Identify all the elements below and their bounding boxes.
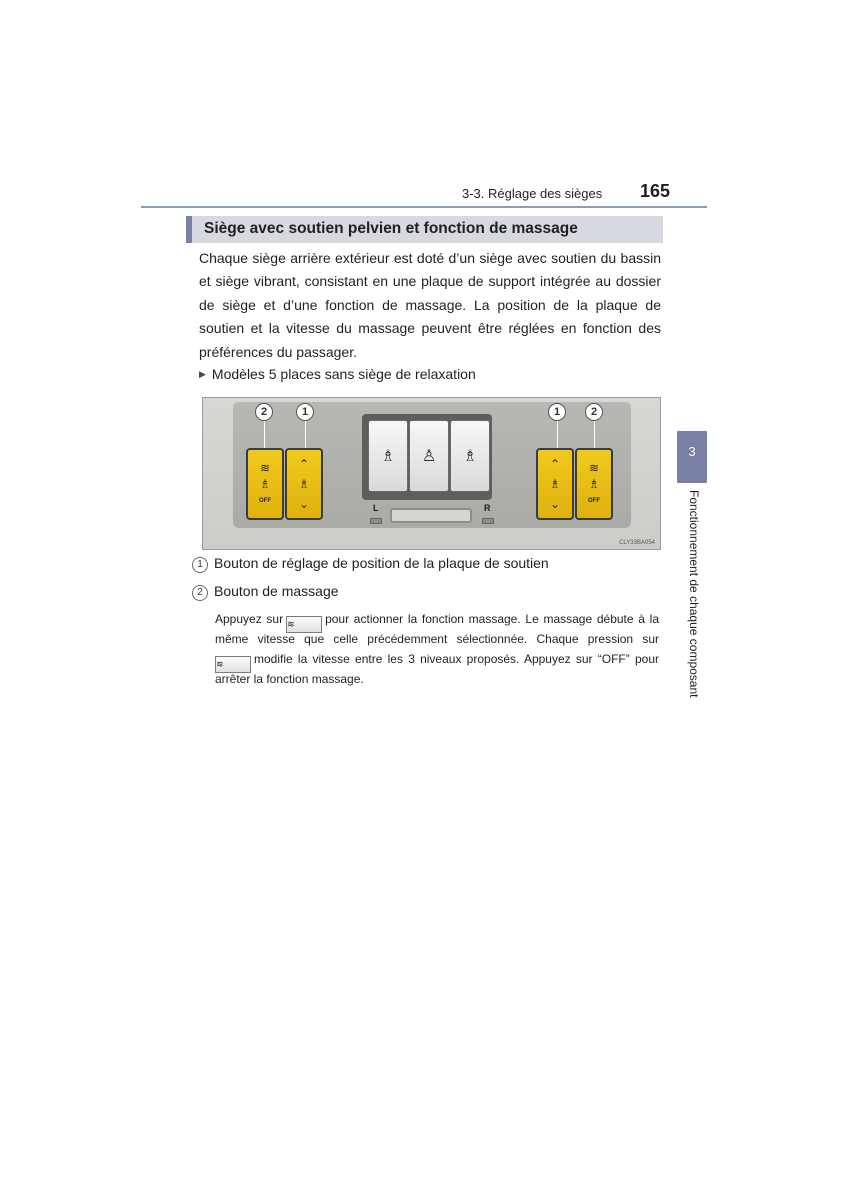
header-section: 3-3. Réglage des sièges	[462, 186, 603, 201]
seat-icon: ♗	[298, 477, 310, 491]
detail-text: pour actionner la fonction massage. Le massage débute à la	[325, 612, 659, 626]
massage-icon: ≋	[259, 461, 271, 475]
model-line-text: Modèles 5 places sans siège de relaxation	[211, 366, 476, 382]
off-label: OFF	[259, 498, 271, 504]
massage-button-left[interactable]	[246, 448, 284, 520]
intro-paragraph: Chaque siège arrière extérieur est doté d’un siège avec soutien du bassin et siège vibrant, consistant en une plaque de support intégrée au dossier de siège et d’une fonction de massage. La position de la plaque de soutien et la vitesse du massage peuvent être réglées en fonction des préférences du passager.	[199, 250, 661, 360]
detail-line-2: même vitesse que celle précédemment sélectionnée. Chaque pression sur	[215, 632, 659, 646]
detail-text: modifie la vitesse entre les 3 niveaux proposés. Appuyez sur “OFF” pour	[254, 652, 659, 666]
seat-button-2[interactable]: ♙	[409, 420, 449, 492]
massage-icon: ≋	[588, 461, 600, 475]
detail-text: Appuyez sur	[215, 612, 284, 626]
section-title: Siège avec soutien pelvien et fonction de massage	[204, 220, 578, 237]
item-text: Bouton de réglage de position de la plaque de soutien	[214, 555, 549, 571]
seat-icon: ♗	[588, 477, 600, 491]
callout-leader	[305, 418, 306, 450]
right-label: R	[484, 503, 491, 513]
off-label: OFF	[588, 498, 600, 504]
triangle-right-icon: ▶	[199, 369, 206, 379]
list-item	[192, 583, 339, 601]
list-item	[192, 555, 549, 573]
seat-icon: ♗	[259, 477, 271, 491]
detail-line-4: arrêter la fonction massage.	[215, 672, 364, 686]
right-indicator	[482, 518, 494, 524]
center-slot	[390, 508, 472, 523]
callout-leader	[594, 418, 595, 450]
left-indicator	[370, 518, 382, 524]
callout-1: 1	[296, 403, 314, 421]
callout-2: 2	[255, 403, 273, 421]
chapter-tab	[677, 431, 707, 483]
control-panel-figure	[202, 397, 661, 550]
header-rule	[141, 206, 707, 208]
item-number: 1	[192, 557, 208, 573]
chapter-number: 3	[688, 444, 696, 459]
chevron-down-icon: ⌄	[549, 497, 561, 511]
chevron-down-icon: ⌄	[298, 497, 310, 511]
figure-code: CLY33BA054	[619, 540, 655, 546]
left-label: L	[373, 503, 379, 513]
seat-button-1[interactable]: ♗	[368, 420, 408, 492]
massage-button-right[interactable]	[575, 448, 613, 520]
chapter-title: Fonctionnement de chaque composant	[687, 490, 701, 698]
callout-leader	[557, 418, 558, 450]
model-line	[199, 366, 476, 382]
page-number: 165	[640, 181, 671, 201]
callout-1: 1	[548, 403, 566, 421]
callout-2: 2	[585, 403, 603, 421]
massage-icon: ≋	[215, 656, 251, 673]
chevron-up-icon: ⌃	[549, 457, 561, 471]
seat-icon: ♗	[549, 477, 561, 491]
item-text: Bouton de massage	[214, 583, 339, 599]
item-number: 2	[192, 585, 208, 601]
chevron-up-icon: ⌃	[298, 457, 310, 471]
support-position-button-right[interactable]	[536, 448, 574, 520]
callout-leader	[264, 418, 265, 450]
support-position-button-left[interactable]	[285, 448, 323, 520]
section-heading-box	[186, 216, 663, 243]
massage-icon: ≋	[286, 616, 322, 633]
seat-button-3[interactable]: ♗	[450, 420, 490, 492]
